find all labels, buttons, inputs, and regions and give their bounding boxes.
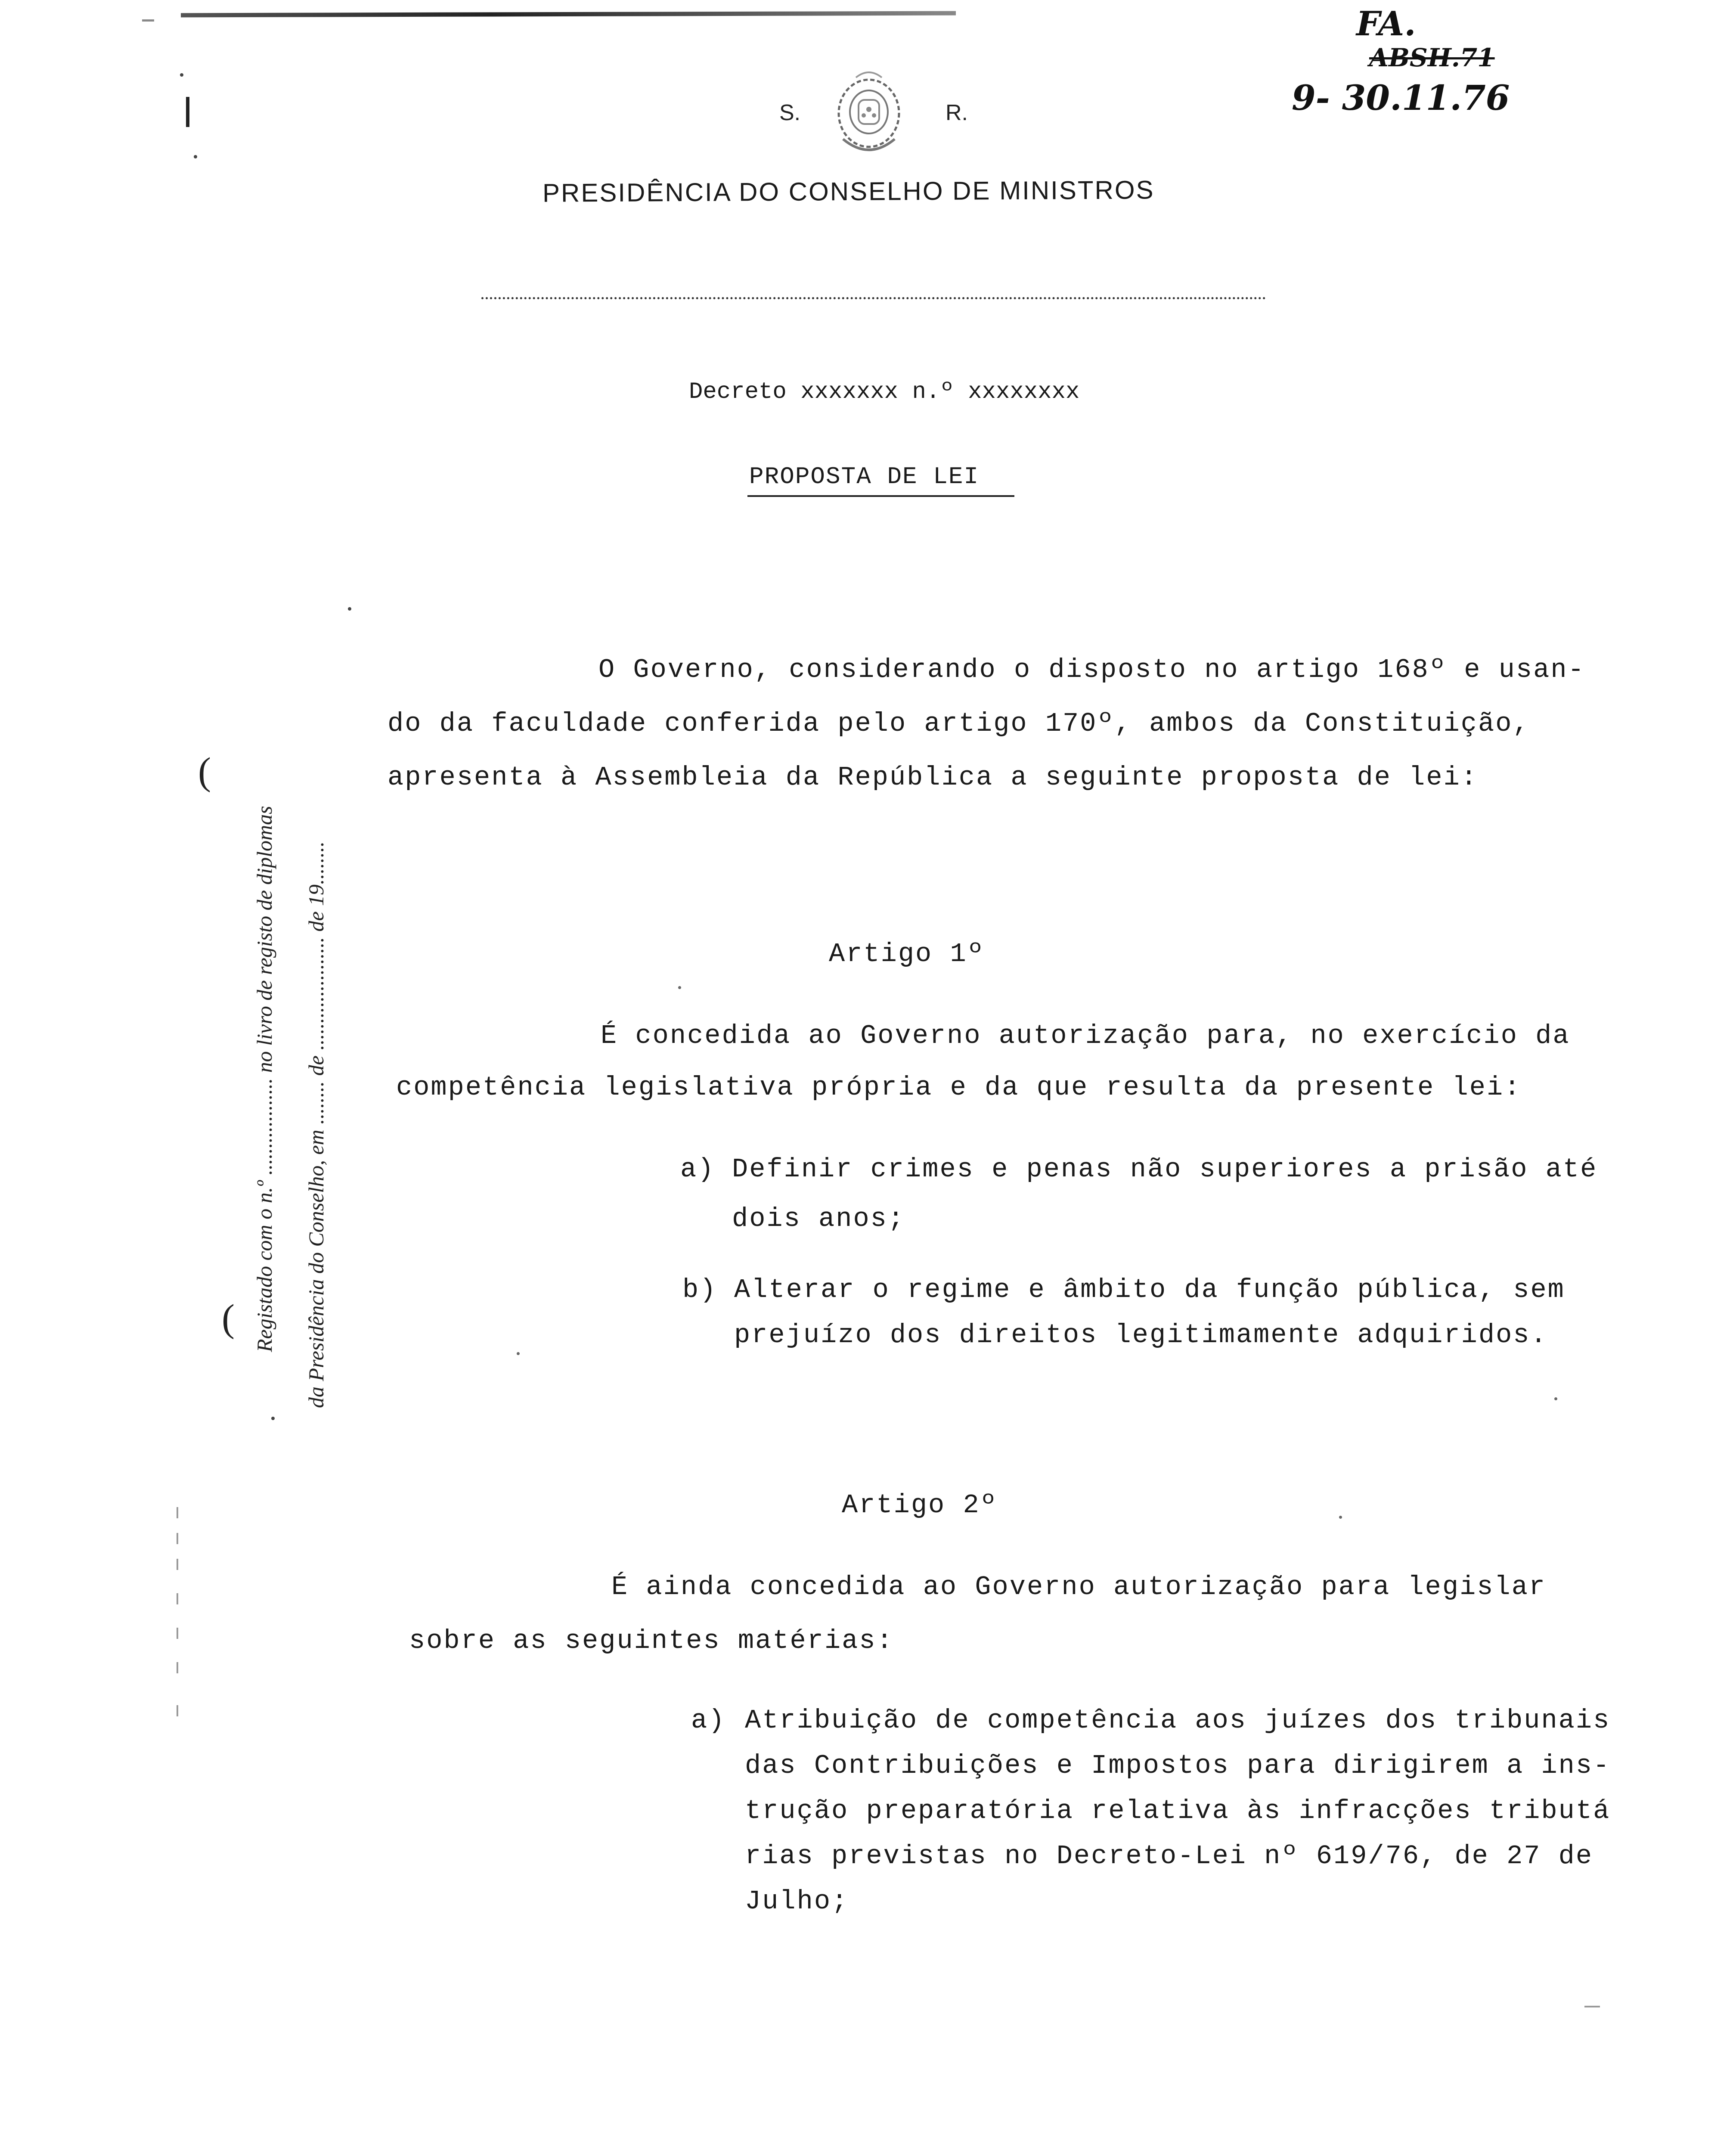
handwritten-note-3: 9- 30.11.76 <box>1292 78 1510 118</box>
handwritten-note-2: ABSH.71 <box>1369 43 1495 72</box>
item-line: das Contribuições e Impostos para dirigirem a ins- <box>745 1750 1611 1781</box>
scan-left-mark <box>186 97 189 127</box>
item-line: prejuízo dos direitos legitimamente adquiridos. <box>734 1320 1548 1350</box>
scan-dot <box>1554 1397 1557 1400</box>
scan-dot <box>194 155 197 158</box>
item-label: a) <box>680 1154 715 1185</box>
scan-dot <box>348 607 351 611</box>
institution-heading: PRESIDÊNCIA DO CONSELHO DE MINISTROS <box>542 175 1155 208</box>
scan-margin-dash <box>177 1533 178 1544</box>
scan-top-rule <box>181 11 956 18</box>
item-line: Definir crimes e penas não superiores a prisão até <box>732 1154 1598 1185</box>
margin-bracket: ( <box>222 1297 235 1340</box>
article-heading: Artigo 1º <box>829 939 985 969</box>
seal-right-letter: R. <box>946 100 968 125</box>
preamble-line: O Governo, considerando o disposto no artigo 168º e usan- <box>598 655 1585 685</box>
registration-note-line-1: Registado com o n.º .................. no livro de registo de diplomas <box>252 806 276 1352</box>
article-intro-line: É ainda concedida ao Governo autorização para legislar <box>611 1572 1547 1602</box>
preamble-line: apresenta à Assembleia da República a seguinte proposta de lei: <box>388 762 1478 793</box>
preamble-line: do da faculdade conferida pelo artigo 170º, ambos da Constituição, <box>388 708 1530 739</box>
scan-margin-dash <box>177 1662 178 1673</box>
scan-dot <box>517 1352 520 1355</box>
scan-bottom-dash <box>1584 2006 1600 2007</box>
document-title: PROPOSTA DE LEI <box>749 463 980 490</box>
item-line: Julho; <box>745 1886 849 1917</box>
article-intro-line: É concedida ao Governo autorização para, no exercício da <box>601 1021 1570 1051</box>
item-label: a) <box>691 1705 726 1736</box>
registration-note-line-2: da Presidência do Conselho, em ........ de ..................... de 19........ <box>304 841 328 1408</box>
scan-dot <box>180 73 183 77</box>
dotted-separator <box>481 297 1266 299</box>
seal-left-letter: S. <box>779 100 801 125</box>
scan-margin-dash <box>177 1628 178 1639</box>
scan-margin-dash <box>177 1507 178 1518</box>
handwritten-note-1: FA. <box>1356 4 1416 43</box>
item-label: b) <box>682 1275 717 1305</box>
item-line: Atribuição de competência aos juízes dos tribunais <box>745 1705 1611 1736</box>
item-line: Alterar o regime e âmbito da função pública, sem <box>734 1275 1565 1305</box>
article-intro-line: sobre as seguintes matérias: <box>409 1626 894 1656</box>
title-underline <box>747 495 1014 497</box>
article-intro-line: competência legislativa própria e da que resulta da presente lei: <box>396 1072 1522 1103</box>
scan-margin-dash <box>177 1559 178 1570</box>
scan-dot <box>678 986 681 989</box>
item-line: trução preparatória relativa às infracções tributá <box>745 1796 1611 1826</box>
scan-margin-dash <box>177 1593 178 1604</box>
item-line: rias previstas no Decreto-Lei nº 619/76, de 27 de <box>745 1841 1593 1871</box>
scan-dot <box>1339 1516 1342 1519</box>
item-line: dois anos; <box>732 1204 905 1234</box>
article-heading: Artigo 2º <box>842 1490 998 1520</box>
decree-number-line: Decreto xxxxxxx n.º xxxxxxxx <box>689 379 1080 405</box>
coat-of-arms-seal-icon <box>826 64 912 163</box>
scan-margin-dash <box>177 1705 178 1716</box>
margin-bracket: ( <box>198 750 211 793</box>
scan-dot <box>271 1417 275 1420</box>
scan-top-tick <box>142 19 154 22</box>
